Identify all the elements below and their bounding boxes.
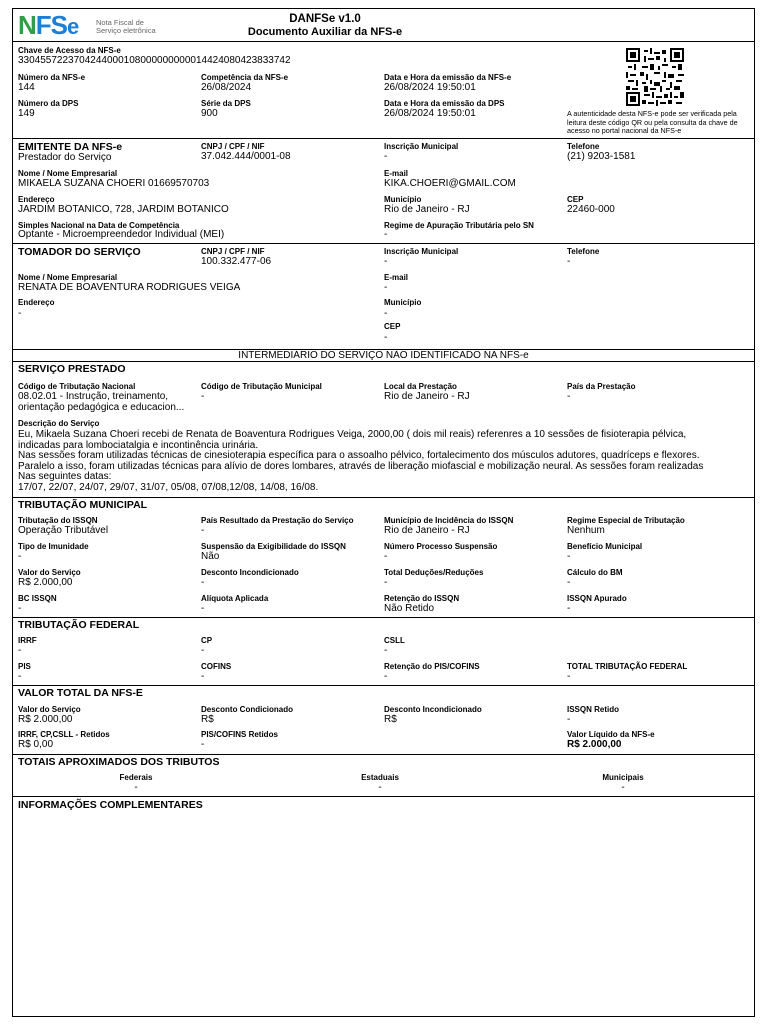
nfse-logo bbox=[18, 11, 158, 39]
dps-value: 149 bbox=[18, 108, 35, 119]
tomador-section-title: TOMADOR DO SERVIÇO bbox=[18, 246, 141, 258]
descricao-line: Eu, Mikaela Suzana Choeri recebi de Renata de Boaventura Rodrigues Veiga, 2000,00 ( dois mil reais) referenres a 10 sessões de fisioterapia pélvica, bbox=[18, 429, 687, 440]
field-value: - bbox=[18, 603, 22, 614]
emitente-tel-value: (21) 9203-1581 bbox=[567, 151, 636, 162]
emitente-end-value: JARDIM BOTANICO, 728, JARDIM BOTANICO bbox=[18, 204, 229, 215]
competencia-label: Competência da NFS-e bbox=[201, 73, 289, 82]
cod-nacional-value-2: orientação pedagógica e educacion... bbox=[18, 402, 185, 413]
doc-title: DANFSe v1.0 bbox=[289, 13, 361, 25]
divider bbox=[12, 361, 755, 362]
field-label: Desconto Incondicionado bbox=[201, 568, 299, 577]
field-label: IRRF, CP,CSLL - Retidos bbox=[18, 730, 110, 739]
tomador-email-value: - bbox=[384, 282, 388, 293]
field-label: Município de Incidência do ISSQN bbox=[384, 516, 514, 525]
competencia-value: 26/08/2024 bbox=[201, 82, 252, 93]
field-value: - bbox=[201, 577, 205, 588]
intermediario-notice: INTERMEDIÁRIO DO SERVIÇO NÃO IDENTIFICADO NA NFS-e bbox=[238, 350, 529, 361]
field-label: ISSQN Retido bbox=[567, 705, 620, 714]
tomador-cnpj-label: CNPJ / CPF / NIF bbox=[201, 247, 265, 256]
tomador-mun-value: - bbox=[384, 308, 388, 319]
field-label: COFINS bbox=[201, 662, 232, 671]
dps-label: Número da DPS bbox=[18, 99, 79, 108]
local-prestacao-label: Local da Prestação bbox=[384, 382, 457, 391]
field-label: PIS/COFINS Retidos bbox=[201, 730, 278, 739]
field-value: - bbox=[201, 739, 205, 750]
field-label: TOTAL TRIBUTAÇÃO FEDERAL bbox=[567, 662, 688, 671]
field-value: - bbox=[567, 551, 571, 562]
valor-total-section-title: VALOR TOTAL DA NFS-E bbox=[18, 687, 143, 699]
logo-subtitle: Nota Fiscal de Serviço eletrônica bbox=[96, 18, 156, 35]
field-value: - bbox=[201, 525, 205, 536]
logo-mark: NFSe bbox=[18, 10, 79, 40]
field-value: - bbox=[201, 645, 205, 656]
field-label: Tipo de Imunidade bbox=[18, 542, 89, 551]
tomador-cnpj-value: 100.332.477-06 bbox=[201, 256, 272, 267]
tomador-tel-label: Telefone bbox=[567, 247, 600, 256]
field-label: País Resultado da Prestação do Serviço bbox=[201, 516, 354, 525]
field-label: Número Processo Suspensão bbox=[384, 542, 498, 551]
tomador-tel-value: - bbox=[567, 256, 571, 267]
pais-prestacao-value: - bbox=[567, 391, 571, 402]
totais-estaduais-value: - bbox=[378, 782, 382, 793]
field-value: R$ 2.000,00 bbox=[18, 714, 73, 725]
emitente-cnpj-label: CNPJ / CPF / NIF bbox=[201, 142, 265, 151]
emitente-mun-label: Município bbox=[384, 195, 422, 204]
cod-municipal-value: - bbox=[201, 391, 205, 402]
field-value: - bbox=[567, 671, 571, 682]
field-label: CSLL bbox=[384, 636, 405, 645]
field-value: - bbox=[567, 603, 571, 614]
field-value: - bbox=[201, 671, 205, 682]
descricao-text bbox=[18, 430, 750, 494]
emissao-dps-label: Data e Hora da emissão da DPS bbox=[384, 99, 505, 108]
doc-subtitle: Documento Auxiliar da NFS-e bbox=[247, 26, 403, 38]
emitente-end-label: Endereço bbox=[18, 195, 55, 204]
field-label: Desconto Incondicionado bbox=[384, 705, 482, 714]
totais-municipais-label: Municipais bbox=[602, 773, 644, 782]
descricao-line: indicadas para lombociatalgia e incontinência urinária. bbox=[18, 439, 259, 451]
emitente-im-value: - bbox=[384, 151, 388, 162]
qr-note: A autenticidade desta NFS-e pode ser verificada pela leitura deste código QR ou pela consulta da chave de acesso no portal nacional da NFS-e bbox=[567, 109, 738, 135]
tomador-nome-value: RENATA DE BOAVENTURA RODRIGUES VEIGA bbox=[18, 282, 241, 293]
field-value: - bbox=[18, 645, 22, 656]
tomador-mun-label: Município bbox=[384, 298, 422, 307]
info-complementares-title: INFORMAÇÕES COMPLEMENTARES bbox=[18, 799, 203, 811]
trib-municipal-section-title: TRIBUTAÇÃO MUNICIPAL bbox=[18, 499, 148, 511]
field-value: R$ 2.000,00 bbox=[567, 739, 622, 750]
emitente-nome-label: Nome / Nome Empresarial bbox=[18, 169, 118, 178]
field-label: BC ISSQN bbox=[18, 594, 57, 603]
emitente-im-label: Inscrição Municipal bbox=[384, 142, 459, 151]
emitente-mun-value: Rio de Janeiro - RJ bbox=[384, 204, 470, 215]
emitente-cep-value: 22460-000 bbox=[567, 204, 615, 215]
tomador-cep-label: CEP bbox=[384, 322, 401, 331]
field-value: R$ 0,00 bbox=[18, 739, 54, 750]
emitente-tel-label: Telefone bbox=[567, 142, 600, 151]
local-prestacao-value: Rio de Janeiro - RJ bbox=[384, 391, 470, 402]
totais-federais-label: Federais bbox=[119, 773, 153, 782]
field-label: CP bbox=[201, 636, 213, 645]
divider bbox=[12, 754, 755, 755]
emitente-cep-label: CEP bbox=[567, 195, 584, 204]
field-value: - bbox=[567, 714, 571, 725]
tomador-nome-label: Nome / Nome Empresarial bbox=[18, 273, 118, 282]
tomador-cep-value: - bbox=[384, 332, 388, 343]
field-label: Tributação do ISSQN bbox=[18, 516, 98, 525]
cod-municipal-label: Código de Tributação Municipal bbox=[201, 382, 322, 391]
tomador-email-label: E-mail bbox=[384, 273, 409, 282]
emitente-simples-value: Optante - Microempreendedor Individual (MEI) bbox=[18, 229, 225, 240]
emitente-email-value: KIKA.CHOERI@GMAIL.COM bbox=[384, 178, 516, 189]
pais-prestacao-label: País da Prestação bbox=[567, 382, 636, 391]
field-value: Nenhum bbox=[567, 525, 605, 536]
field-value: Não Retido bbox=[384, 603, 435, 614]
divider bbox=[12, 243, 755, 244]
chave-value: 33045572237042440001080000000000144240804238337​42 bbox=[18, 55, 291, 66]
emitente-role: Prestador do Serviço bbox=[18, 152, 112, 163]
field-value: - bbox=[384, 645, 388, 656]
field-value: - bbox=[201, 603, 205, 614]
field-label: Total Deduções/Reduções bbox=[384, 568, 484, 577]
divider bbox=[12, 685, 755, 686]
totais-federais-value: - bbox=[134, 782, 138, 793]
descricao-line: 17/07, 22/07, 24/07, 29/07, 31/07, 05/08, 07/08,12/08, 14/08, 16/08. bbox=[18, 481, 319, 493]
tomador-im-label: Inscrição Municipal bbox=[384, 247, 459, 256]
field-value: - bbox=[384, 551, 388, 562]
field-value: Operação Tributável bbox=[18, 525, 109, 536]
servico-section-title: SERVIÇO PRESTADO bbox=[18, 363, 126, 375]
field-label: Retenção do ISSQN bbox=[384, 594, 460, 603]
totais-estaduais-label: Estaduais bbox=[361, 773, 399, 782]
emissao-label: Data e Hora da emissão da NFS-e bbox=[384, 73, 512, 82]
emitente-cnpj-value: 37.042.444/0001-08 bbox=[201, 151, 291, 162]
tomador-end-value: - bbox=[18, 308, 22, 319]
serie-label: Série da DPS bbox=[201, 99, 251, 108]
field-label: Regime Especial de Tributação bbox=[567, 516, 685, 525]
descricao-line: Nas sessões foram utilizadas técnicas de cinesioterapia específica para o assoalho pélvico, fortalecimento dos músculos adutores, quadríceps e flexores. bbox=[18, 450, 700, 462]
field-value: R$ 2.000,00 bbox=[18, 577, 73, 588]
cod-nacional-label: Código de Tributação Nacional bbox=[18, 382, 136, 391]
field-label: Cálculo do BM bbox=[567, 568, 623, 577]
divider bbox=[12, 796, 755, 797]
field-value: - bbox=[384, 671, 388, 682]
tomador-end-label: Endereço bbox=[18, 298, 55, 307]
emissao-value: 26/08/2024 19:50:01 bbox=[384, 82, 476, 93]
field-value: R$ bbox=[384, 714, 397, 725]
field-label: Alíquota Aplicada bbox=[201, 594, 269, 603]
emitente-regime-value: - bbox=[384, 229, 388, 240]
emitente-email-label: E-mail bbox=[384, 169, 409, 178]
divider bbox=[12, 617, 755, 618]
emitente-simples-label: Simples Nacional na Data de Competência bbox=[18, 221, 180, 230]
field-label: Valor Líquido da NFS-e bbox=[567, 730, 655, 739]
totais-municipais-value: - bbox=[621, 782, 625, 793]
numero-label: Número da NFS-e bbox=[18, 73, 86, 82]
tomador-im-value: - bbox=[384, 256, 388, 267]
emissao-dps-value: 26/08/2024 19:50:01 bbox=[384, 108, 476, 119]
field-value: - bbox=[384, 577, 388, 588]
field-value: R$ bbox=[201, 714, 214, 725]
trib-federal-section-title: TRIBUTAÇÃO FEDERAL bbox=[18, 619, 140, 631]
serie-value: 900 bbox=[201, 108, 218, 119]
field-value: Rio de Janeiro - RJ bbox=[384, 525, 470, 536]
descricao-label: Descrição do Serviço bbox=[18, 419, 100, 428]
field-label: Benefício Municipal bbox=[567, 542, 643, 551]
divider bbox=[12, 138, 755, 139]
emitente-regime-label: Regime de Apuração Tributária pelo SN bbox=[384, 221, 534, 230]
qr-code-icon bbox=[626, 48, 684, 106]
field-value: Não bbox=[201, 551, 220, 562]
field-value: - bbox=[567, 577, 571, 588]
descricao-line: Paralelo a isso, foram utilizadas técnicas para alívio de dores lombares, através de liberação miofascial e mobilização neural. As sessões foram realizadas bbox=[18, 460, 704, 472]
emitente-section-title: EMITENTE DA NFS-e bbox=[18, 141, 123, 153]
field-value: - bbox=[18, 551, 22, 562]
totais-section-title: TOTAIS APROXIMADOS DOS TRIBUTOS bbox=[18, 756, 220, 768]
field-label: Valor do Serviço bbox=[18, 568, 81, 577]
field-label: Retenção do PIS/COFINS bbox=[384, 662, 480, 671]
field-label: Suspensão da Exigibilidade do ISSQN bbox=[201, 542, 346, 551]
divider bbox=[12, 497, 755, 498]
numero-value: 144 bbox=[18, 82, 35, 93]
field-label: Valor do Serviço bbox=[18, 705, 81, 714]
divider bbox=[12, 41, 755, 42]
emitente-nome-value: MIKAELA SUZANA CHOERI 01669570703 bbox=[18, 178, 210, 189]
chave-label: Chave de Acesso da NFS-e bbox=[18, 46, 121, 55]
field-label: Desconto Condicionado bbox=[201, 705, 293, 714]
field-label: IRRF bbox=[18, 636, 37, 645]
field-label: PIS bbox=[18, 662, 31, 671]
field-value: - bbox=[18, 671, 22, 682]
descricao-line: Nas seguintes datas: bbox=[18, 471, 112, 483]
cod-nacional-value: 08.02.01 - Instrução, treinamento, bbox=[18, 391, 169, 402]
field-label: ISSQN Apurado bbox=[567, 594, 627, 603]
